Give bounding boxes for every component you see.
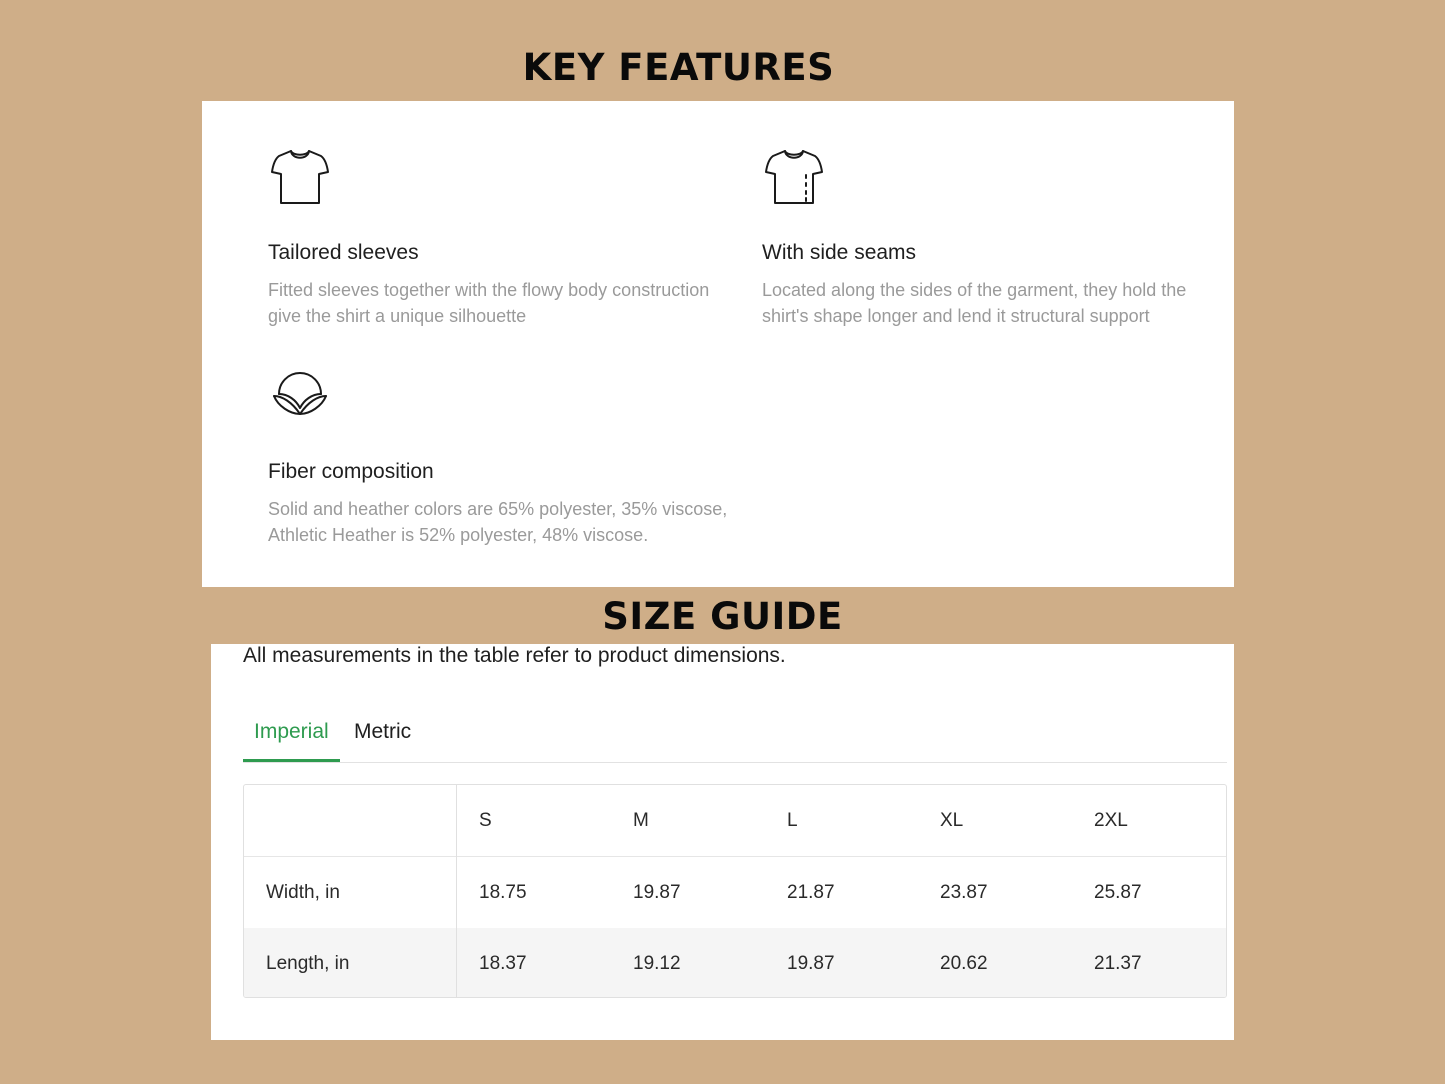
feature-description: Located along the sides of the garment, they hold the shirt's shape longer and lend it structural support [762, 280, 1187, 326]
size-guide-note: All measurements in the table refer to product dimensions. [243, 644, 786, 667]
table-header-row [244, 785, 1226, 857]
table-cell: 20.62 [940, 953, 988, 974]
tshirt-icon [268, 145, 332, 209]
feature-description: Fitted sleeves together with the flowy body construction give the shirt a unique silhouette [268, 280, 710, 326]
table-cell: 19.87 [633, 882, 681, 903]
row-label: Length, in [266, 953, 350, 974]
tab-imperial[interactable]: Imperial [243, 718, 340, 762]
feature-title: With side seams [762, 241, 917, 264]
column-header: 2XL [1094, 810, 1128, 831]
table-cell: 25.87 [1094, 882, 1142, 903]
table-cell: 23.87 [940, 882, 988, 903]
column-header: S [479, 810, 492, 831]
table-cell: 19.87 [787, 953, 835, 974]
row-label: Width, in [266, 882, 340, 903]
tshirt-seams-icon [762, 145, 826, 209]
table-cell: 19.12 [633, 953, 681, 974]
size-table [243, 784, 1227, 998]
table-cell: 21.37 [1094, 953, 1142, 974]
table-column-divider [456, 785, 457, 998]
feature-title: Tailored sleeves [268, 241, 419, 264]
table-row [244, 857, 1226, 928]
column-header: XL [940, 810, 964, 831]
tab-metric[interactable]: Metric [354, 720, 412, 743]
table-cell: 21.87 [787, 882, 835, 903]
feature-title: Fiber composition [268, 460, 434, 483]
feature-description: Solid and heather colors are 65% polyester, 35% viscose, Athletic Heather is 52% polyester, 48% viscose. [268, 499, 728, 545]
table-cell: 18.37 [479, 953, 527, 974]
key-features-panel [202, 101, 1234, 587]
table-row [244, 928, 1226, 998]
column-header: M [633, 810, 649, 831]
unit-tabs [243, 712, 1227, 763]
size-guide-heading: SIZE GUIDE [602, 595, 843, 638]
fiber-icon [268, 364, 332, 428]
column-header: L [787, 810, 798, 831]
table-cell: 18.75 [479, 882, 527, 903]
size-guide-panel [211, 644, 1234, 1040]
key-features-heading: KEY FEATURES [522, 46, 835, 89]
